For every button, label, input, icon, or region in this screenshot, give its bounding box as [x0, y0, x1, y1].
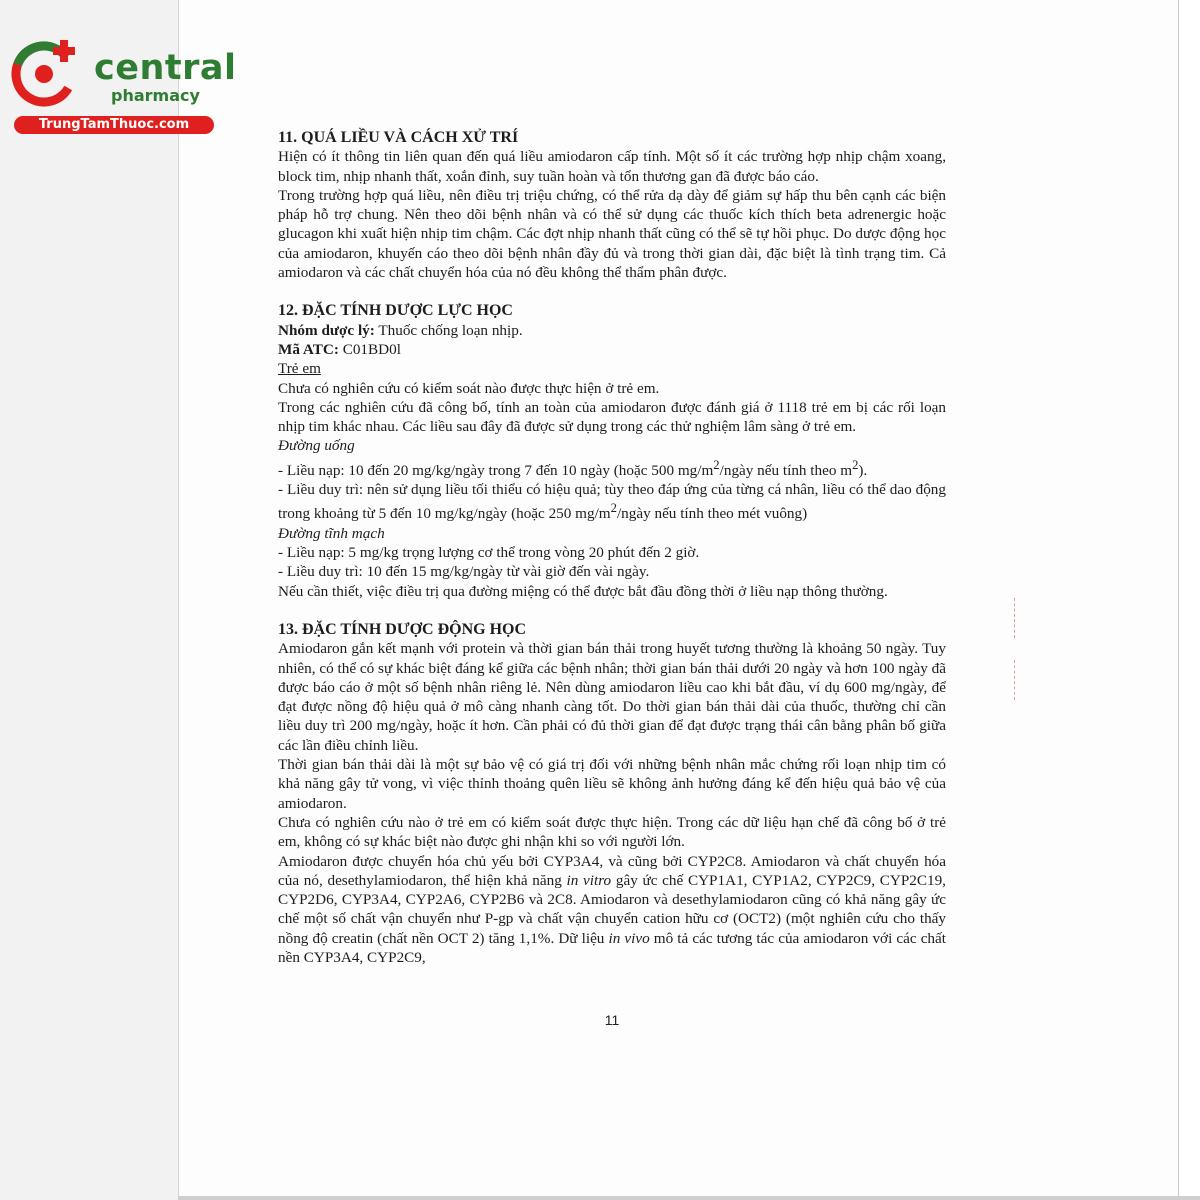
section-13-paragraph: Amiodaron được chuyển hóa chủ yếu bởi CYP3A4, và cũng bởi CYP2C8. Amiodaron và chất chuyển hóa của nó, desethylamiodaron, thể hiện khả năng in vitro gây ức chế CYP1A1, CYP1A2, CYP2C9, CYP2C19, CYP2D6, CYP3A4, CYP2A6, CYP2B6 và 2C8. Amiodaron và desethylamiodaron cũng có khả năng gây ức chế một số chất vận chuyển như P-gp và chất vận chuyển cation hữu cơ (OCT2) (một nghiên cứu cho thấy nồng độ creatin (chất nền OCT 2) tăng 1,1%. Dữ liệu in vivo mô tả các tương tác của amiodaron với các chất nền CYP3A4, CYP2C9,: [278, 852, 946, 966]
atc-label: Mã ATC:: [278, 340, 339, 358]
logo-subtitle: pharmacy: [111, 86, 200, 105]
page-edge: [1178, 0, 1200, 1200]
oral-route-heading: Đường uống: [278, 437, 355, 455]
section-13-title: 13. ĐẶC TÍNH DƯỢC ĐỘNG HỌC: [278, 620, 527, 638]
iv-route-heading: Đường tĩnh mạch: [278, 524, 385, 542]
atc-value: C01BD0l: [338, 340, 401, 358]
stamp-mark: [1014, 660, 1031, 700]
iv-maintenance-dose: - Liều duy trì: 10 đến 15 mg/kg/ngày từ vài giờ đến vài ngày.: [278, 563, 650, 581]
section-12-paragraph: Trong các nghiên cứu đã công bố, tính an toàn của amiodaron được đánh giá ở 1118 trẻ em bị các rối loạn nhịp tim khác nhau. Các liều sau đây đã được sử dụng trong các thử nghiệm lâm sàng ở trẻ em.: [278, 398, 946, 436]
group-value: Thuốc chống loạn nhịp.: [374, 321, 523, 339]
stamp-mark: [1014, 598, 1031, 638]
oral-maintenance-dose: - Liều duy trì: nên sử dụng liều tối thiểu có hiệu quả; tùy theo đáp ứng của từng cá nhân, liều có thể dao động trong khoảng từ 5 đến 10 mg/kg/ngày (hoặc 250 $mg/m^2$/ngày nếu tính theo mét vuông): [278, 481, 946, 523]
page-number: 11: [604, 1012, 620, 1028]
section-12-title: 12. ĐẶC TÍNH DƯỢC LỰC HỌC: [278, 302, 513, 320]
section-13-paragraph: Chưa có nghiên cứu nào ở trẻ em có kiểm soát được thực hiện. Trong các dữ liệu hạn chế đã công bố ở trẻ em, không có sự khác biệt nào được ghi nhận khi so với người lớn.: [278, 813, 946, 851]
section-13-paragraph: Amiodaron gắn kết mạnh với protein và thời gian bán thải trong huyết tương thường là khoảng 50 ngày. Tuy nhiên, có thể có sự khác biệt đáng kể giữa các bệnh nhân; thời gian bán thải dưới 20 ngày và hơn 100 ngày đã được báo cáo ở một số bệnh nhân riêng lẻ. Nên dùng amiodaron liều cao khi bắt đầu, ví dụ 600 mg/ngày, để đạt được nồng độ hiệu quả ở mô càng nhanh càng tốt. Do thời gian bán thải dài của thuốc, thường chỉ cần liều duy trì 200 mg/ngày, hoặc ít hơn. Cần phải có đủ thời gian để đạt được trạng thái cân bằng phân bố giữa các lần điều chỉnh liều.: [278, 640, 946, 754]
page-bottom-edge: [178, 1196, 1200, 1200]
pharmacological-group: [278, 321, 946, 340]
section-11-paragraph: Hiện có ít thông tin liên quan đến quá liều amiodaron cấp tính. Một số ít các trường hợp nhịp chậm xoang, block tim, nhịp nhanh thất, xoắn đỉnh, suy tuần hoàn và tổn thương gan đã được báo cáo.: [278, 148, 946, 185]
section-12-paragraph: Chưa có nghiên cứu có kiểm soát nào được thực hiện ở trẻ em.: [278, 379, 660, 397]
iv-loading-dose: - Liều nạp: 5 mg/kg trọng lượng cơ thể trong vòng 20 phút đến 2 giờ.: [278, 544, 700, 562]
logo-url: TrungTamThuoc.com: [14, 116, 214, 134]
section-13-paragraph: Thời gian bán thải dài là một sự bảo vệ có giá trị đối với những bệnh nhân mắc chứng rối loạn nhịp tim có khả năng gây tử vong, vì việc thỉnh thoảng quên liều sẽ không ảnh hưởng đáng kể đến hiệu quả bảo vệ của amiodaron.: [278, 756, 946, 812]
group-label: Nhóm dược lý:: [278, 321, 375, 339]
section-12-paragraph: Nếu cần thiết, việc điều trị qua đường miệng có thể được bắt đầu đồng thời ở liều nạp thông thường.: [278, 582, 888, 600]
atc-code: [278, 340, 946, 359]
section-11-title: 11. QUÁ LIỀU VÀ CÁCH XỬ TRÍ: [278, 129, 519, 146]
oral-loading-dose: - Liều nạp: 10 đến 20 mg/kg/ngày trong 7 đến 10 ngày (hoặc 500 $mg/m^2$/ngày nếu tính theo $m^2$).: [278, 457, 868, 479]
logo-name: central: [94, 48, 237, 88]
section-11-paragraph: Trong trường hợp quá liều, nên điều trị triệu chứng, có thể rửa dạ dày để giảm sự hấp thu bên cạnh các biện pháp hỗ trợ chung. Nên theo dõi bệnh nhân và có thể sử dụng các thuốc kích thích beta adrenergic hoặc glucagon khi xuất hiện nhịp tim chậm. Các đợt nhịp nhanh thất cũng có thể sẽ tự hồi phục. Do dược động học của amiodaron, khuyến cáo theo dõi bệnh nhân đầy đủ và trong thời gian dài, đặc biệt là tình trạng tim. Cả amiodaron và các chất chuyển hóa của nó đều không thể thẩm phân được.: [278, 186, 946, 282]
children-heading: Trẻ em: [278, 360, 321, 378]
logo-c-icon: [8, 36, 90, 116]
document-content: [278, 128, 946, 967]
central-pharmacy-logo[interactable]: [8, 36, 237, 140]
